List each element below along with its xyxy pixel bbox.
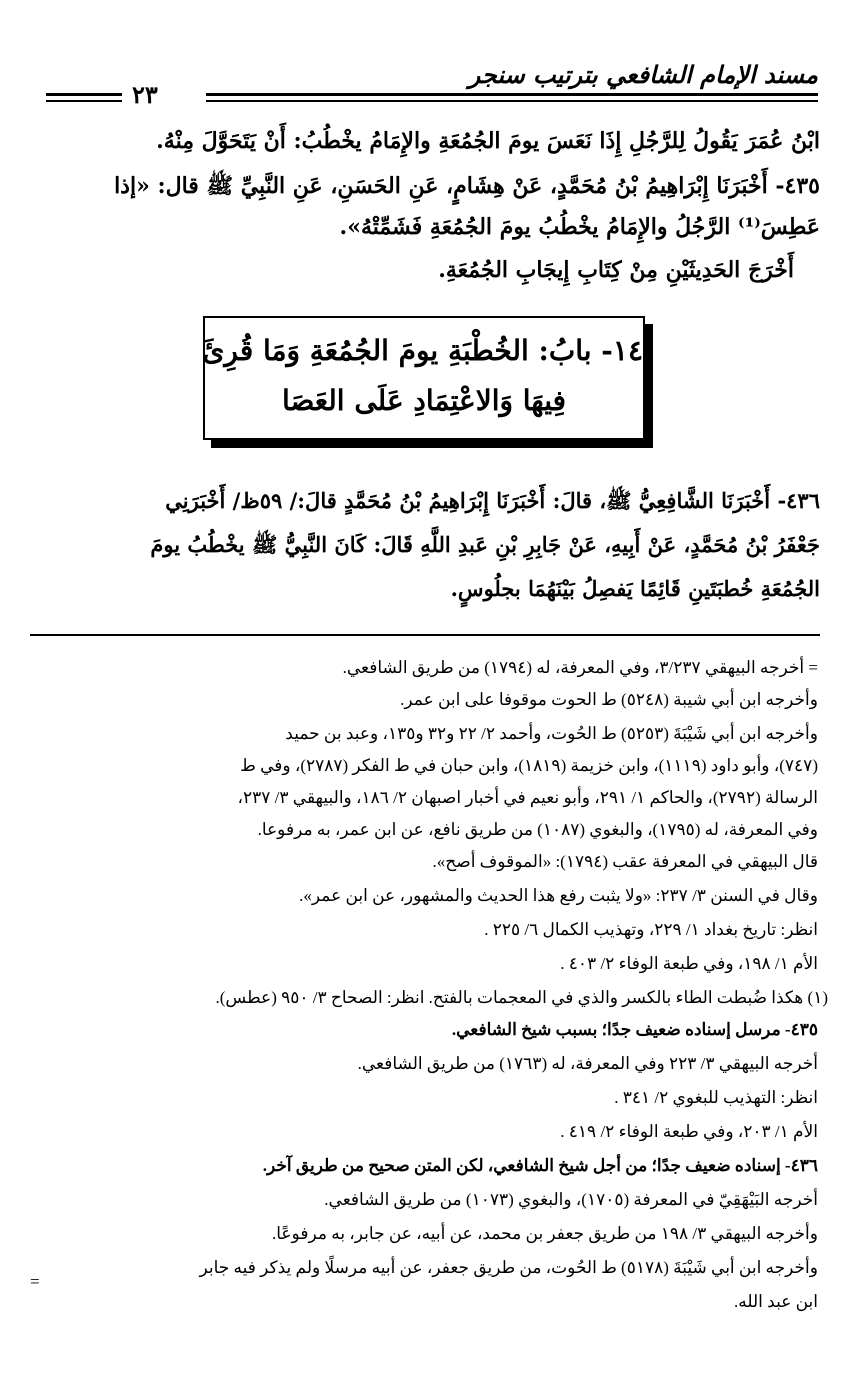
header-rule-lower — [206, 100, 818, 102]
footnote-line: وأخرجه ابن أبي شَيْبَةَ (٥١٧٨) ط الحُوت، من طريق جعفر، عن أبيه مرسلًا ولم يذكر فيه جابر — [199, 1258, 818, 1277]
footnote-heading-435: ٤٣٥- مرسل إسناده ضعيف جدًا؛ بسبب شيخ الشافعي. — [451, 1020, 818, 1039]
footnote-line: وقال في السنن ٣/ ٢٣٧: «ولا يثبت رفع هذا الحديث والمشهور، عن ابن عمر». — [299, 886, 818, 905]
footnote-1: (١) هكذا ضُبطت الطاء بالكسر والذي في المعجمات بالفتح. انظر: الصحاح ٣/ ٩٥٠ (عطس). — [215, 988, 828, 1007]
footnote-line: وأخرجه ابن أبي شيبة (٥٢٤٨) ط الحوت موقوفا على ابن عمر. — [400, 690, 818, 709]
hadith-435-line: ٤٣٥- أَخْبَرَنَا إِبْرَاهِيمُ بْنُ مُحَمَّدٍ، عَنْ هِشَامٍ، عَنِ الحَسَنِ، عَنِ النَّبِيِّ ﷺ قال: «إذا — [114, 173, 820, 199]
header-rule — [206, 93, 818, 96]
hadith-435-line: عَطِسَ⁽¹⁾ الرَّجُلُ والإِمَامُ يخْطُبُ يومَ الجُمُعَةِ فَشَمِّتْهُ». — [339, 214, 820, 240]
footnote-line: وأخرجه ابن أبي شَيْبَةَ (٥٢٥٣) ط الحُوت، وأحمد ٢/ ٢٢ و٣٢ و١٣٥، وعبد بن حميد — [285, 724, 818, 743]
hadith-436-line: جَعْفَرُ بْنُ مُحَمَّدٍ، عَنْ أَبِيهِ، عَنْ جَابِرِ بْنِ عَبدِ اللَّهِ قَالَ: كَانَ النَّبِيُّ ﷺ يخْطُبُ يومَ — [150, 532, 820, 557]
footnote-line: ابن عبد الله. — [734, 1292, 818, 1311]
header-rule-left — [46, 93, 122, 96]
footnote-line: (٧٤٧)، وأبو داود (١١١٩)، وابن خزيمة (١٨١٩)، وابن حبان في ط الفكر (٢٧٨٧)، وفي ط — [240, 756, 818, 775]
continuation-mark: = — [30, 1272, 40, 1291]
footnote-line: وفي المعرفة، له (١٧٩٥)، والبغوي (١٠٨٧) من طريق نافع، عن ابن عمر، به مرفوعا. — [257, 820, 818, 839]
source-note: أَخْرَجَ الحَدِيثَيْنِ مِنْ كِتَابِ إِيجَابِ الجُمُعَةِ. — [438, 257, 794, 283]
footnote-heading-436: ٤٣٦- إسناده ضعيف جدًا؛ من أجل شيخ الشافعي، لكن المتن صحيح من طريق آخر. — [262, 1156, 818, 1175]
hadith-436-line: ٤٣٦- أَخْبَرَنَا الشَّافِعِيُّ ﷺ، قالَ: أَخْبَرَنَا إِبْرَاهِيمُ بْنُ مُحَمَّدٍ قالَ:/ ٥٩ظ/ أَخْبَرَنِي — [165, 488, 820, 513]
footnote-line: أخرجه البَيْهَقِيّ في المعرفة (١٧٠٥)، والبغوي (١٠٧٣) من طريق الشافعي. — [324, 1190, 818, 1209]
text-line: ابْنُ عُمَرَ يَقُولُ لِلرَّجُلِ إِذَا نَعَسَ يومَ الجُمُعَةِ والإِمَامُ يخْطُبُ: أَنْ يَتَحَوَّلَ مِنْهُ. — [156, 128, 820, 154]
page-number: ٢٣ — [132, 80, 158, 109]
footnote-line: الأم ١/ ١٩٨، وفي طبعة الوفاء ٢/ ٤٠٣ . — [560, 954, 818, 973]
footnote-separator — [30, 634, 820, 636]
running-header-title: مسند الإمام الشافعي بترتيب سنجر — [468, 60, 818, 89]
footnote-line: الأم ١/ ٢٠٣، وفي طبعة الوفاء ٢/ ٤١٩ . — [560, 1122, 818, 1141]
footnote-line: وأخرجه البيهقي ٣/ ١٩٨ من طريق جعفر بن محمد، عن أبيه، عن جابر، به مرفوعًا. — [271, 1224, 818, 1243]
header-rule-left-lower — [46, 100, 122, 102]
footnote-line: قال البيهقي في المعرفة عقب (١٧٩٤): «الموقوف أصح». — [432, 852, 818, 871]
footnote-line: الرسالة (٢٧٩٢)، والحاكم ١/ ٢٩١، وأبو نعيم في أخبار اصبهان ٢/ ١٨٦، والبيهقي ٣/ ٢٣٧، — [237, 788, 818, 807]
footnote-line: انظر: التهذيب للبغوي ٢/ ٣٤١ . — [614, 1088, 818, 1107]
hadith-436-line: الجُمُعَةِ خُطبَتَينِ قَائِمًا يَفصِلُ بَيْنَهُمَا بجلُوسٍ. — [450, 576, 820, 601]
chapter-title-line2: فِيهَا وَالاعْتِمَادِ عَلَى العَصَا — [281, 384, 567, 417]
footnote-line: أخرجه البيهقي ٣/ ٢٢٣ وفي المعرفة، له (١٧٦٣) من طريق الشافعي. — [357, 1054, 818, 1073]
chapter-title-line1: ١٤- بابُ: الخُطْبَةِ يومَ الجُمُعَةِ وَمَا قُرِئَ — [202, 334, 643, 367]
chapter-heading-box — [203, 316, 645, 440]
footnote-line: انظر: تاريخ بغداد ١/ ٢٢٩، وتهذيب الكمال ٦/ ٢٢٥ . — [484, 920, 818, 939]
footnote-line: = أخرجه البيهقي ٣/٢٣٧، وفي المعرفة، له (١٧٩٤) من طريق الشافعي. — [342, 658, 818, 677]
